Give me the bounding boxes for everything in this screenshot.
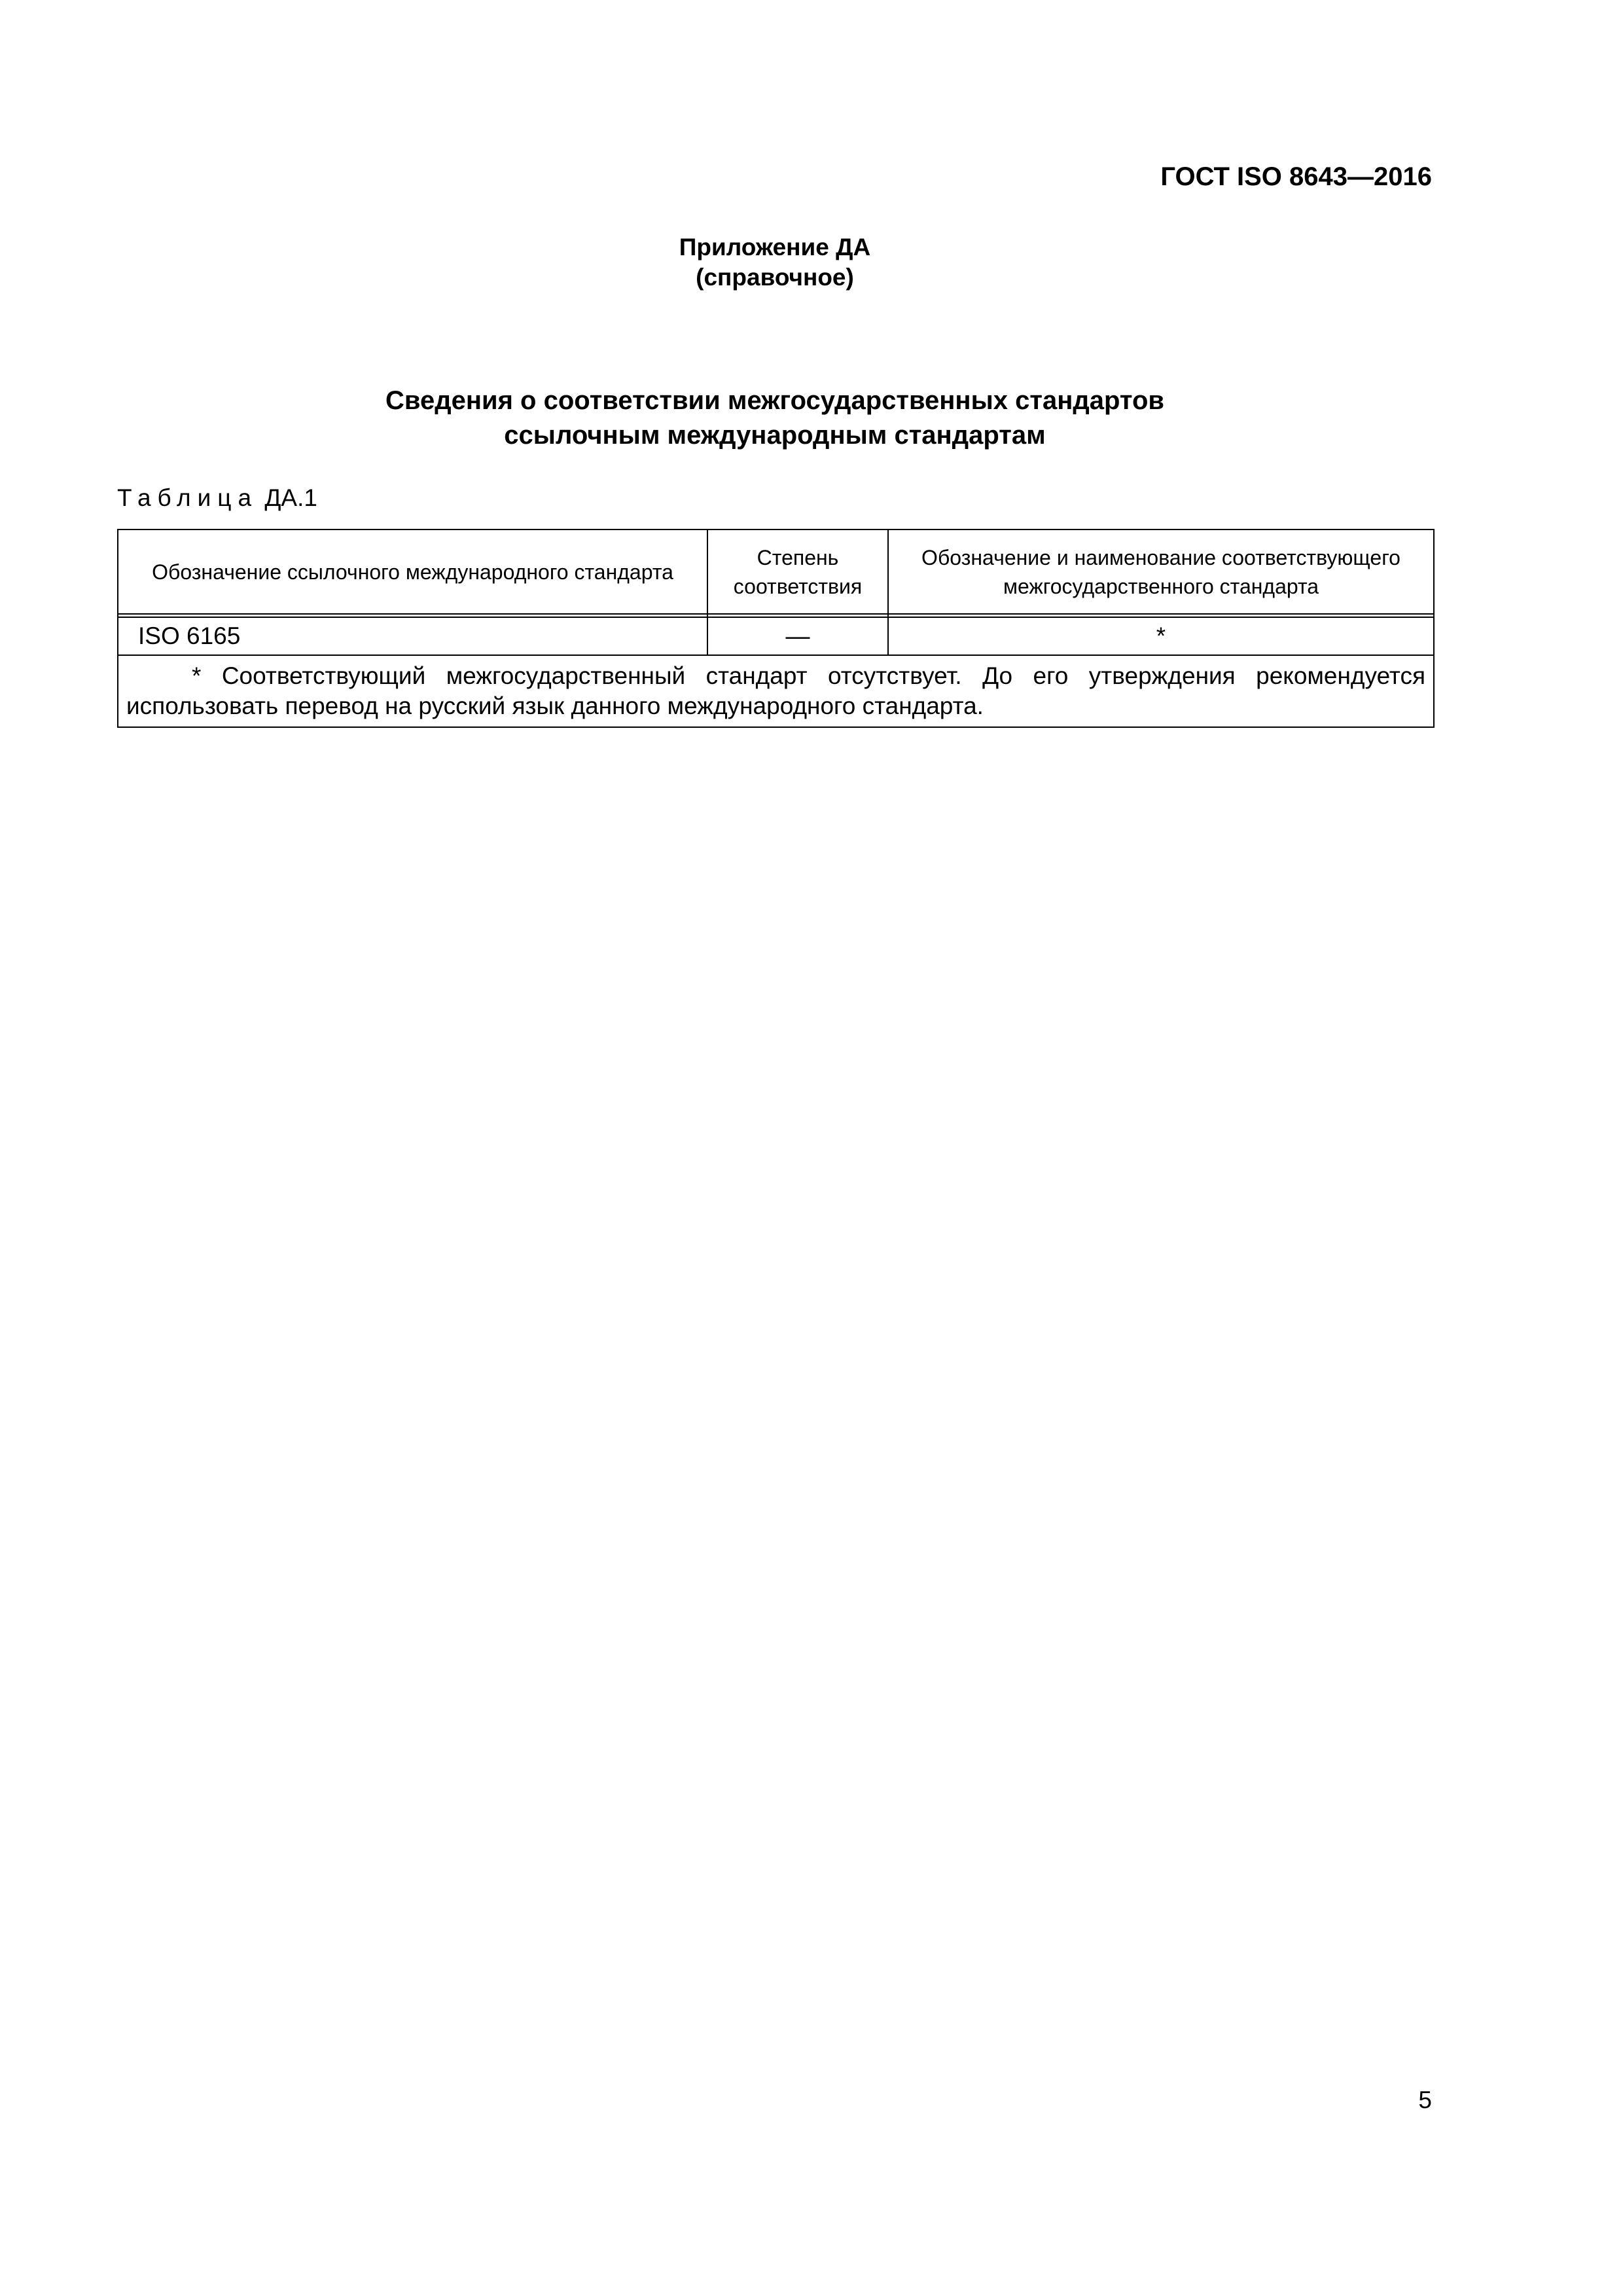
table-header-row xyxy=(118,529,1434,614)
appendix-subtitle: (справочное) xyxy=(696,264,854,291)
column-header-interstate-standard: Обозначение и наименование соответствующего межгосударственного стандарта xyxy=(888,529,1434,614)
column-header-reference-standard: Обозначение ссылочного международного стандарта xyxy=(118,529,707,614)
column-header-degree-of-correspondence: Степень соответствия xyxy=(707,529,888,614)
table-row xyxy=(118,617,1434,655)
appendix-title: Приложение ДА xyxy=(679,234,871,260)
appendix-heading xyxy=(0,232,1550,293)
cell-reference-standard: ISO 6165 xyxy=(118,617,707,655)
table-footnote-row xyxy=(118,655,1434,727)
cell-degree-of-correspondence: — xyxy=(707,617,888,655)
table-caption xyxy=(117,484,317,512)
document-number: ГОСТ ISO 8643—2016 xyxy=(1160,162,1432,191)
cell-interstate-standard: * xyxy=(888,617,1434,655)
page-number: 5 xyxy=(1418,2087,1432,2113)
table-caption-label: Таблица xyxy=(117,484,259,511)
table-caption-number: ДА.1 xyxy=(264,484,317,511)
section-title-line-1: Сведения о соответствии межгосударственных стандартов xyxy=(385,386,1164,415)
correspondence-table xyxy=(117,529,1435,728)
section-title-line-2: ссылочным международным стандартам xyxy=(504,421,1046,450)
table-footnote: * Соответствующий межгосударственный стандарт отсутствует. До его утверждения рекомендуется использовать перевод на русский язык данного международного стандарта. xyxy=(118,655,1434,727)
section-title xyxy=(0,384,1550,453)
